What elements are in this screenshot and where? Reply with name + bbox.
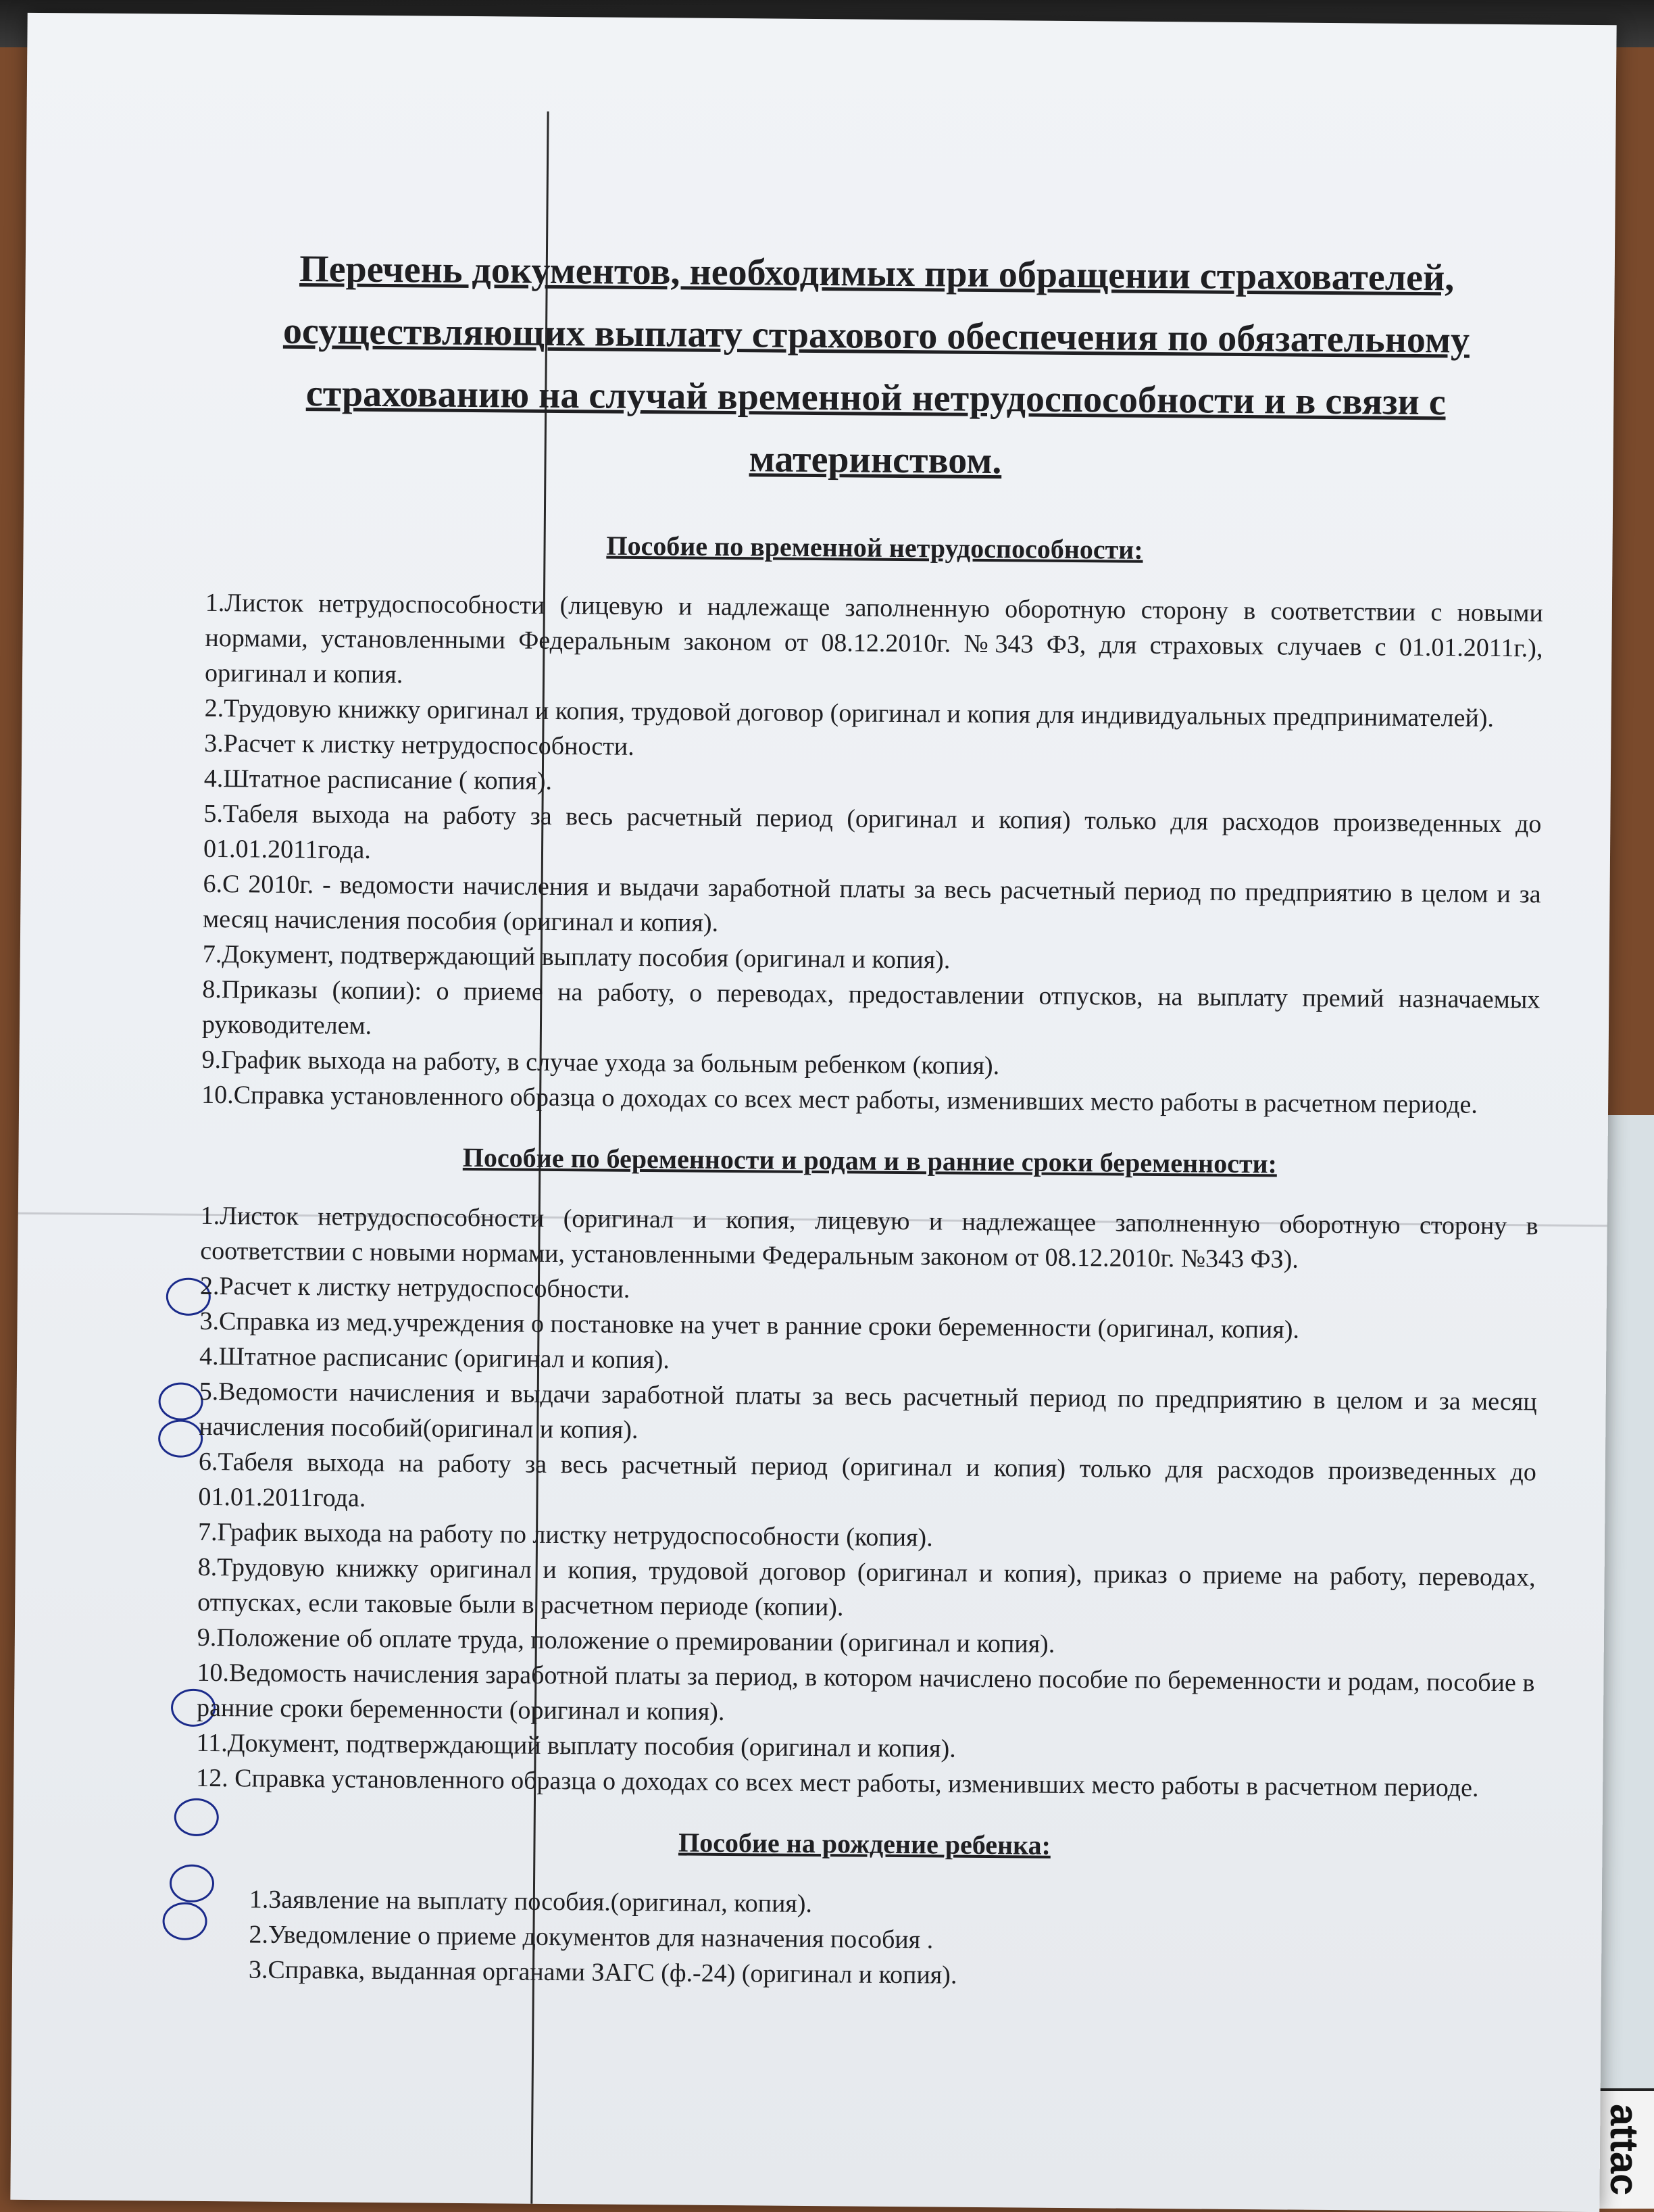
list-item: 10.Справка установленного образца о доходах со всех мест работы, изменивших место работы в расчетном периоде. (201, 1080, 1478, 1119)
section-list-birth (195, 1882, 1533, 1998)
list-item: 2.Трудовую книжку оригинал и копия, трудовой договор (оригинал и копия для индивидуальных предпринимателей). (204, 693, 1495, 733)
list-item: 7.График выхода на работу по листку нетрудоспособности (копия). (197, 1517, 933, 1552)
list-item: 4.Штатное расписанис (оригинал и копия). (199, 1342, 670, 1375)
list-item: 10.Ведомость начисления заработной платы за период, в котором начислено пособие по беременности и родам, пособие в ранние сроки беременности (оригинал и копия). (196, 1658, 1535, 1726)
list-item: 9.Положение об оплате труда, положение о премировании (оригинал и копия). (197, 1623, 1055, 1658)
list-item: 1.Листок нетрудоспособности (оригинал и копия, лицевую и надлежащее заполненную оборотную сторону в соответствии с новыми нормами, установленными Федеральным законом от 08.12.2010г. №343 ФЗ). (200, 1201, 1538, 1274)
document-content (195, 237, 1546, 1997)
document-title: Перечень документов, необходимых при обращении страхователей, осуществляющих выплату страхового обеспечения по обязательному страхованию на случай временной нетрудоспособности и в связи с материнством. (282, 247, 1470, 483)
list-item: 1.Заявление на выплату пособия.(оригинал, копия). (249, 1885, 813, 1919)
document-sheet (10, 13, 1616, 2212)
list-item: 8.Трудовую книжку оригинал и копия, трудовой договор (оригинал и копия), приказ о приеме на работу, переводах, отпусках, если таковые были в расчетном периоде (копии). (197, 1552, 1536, 1622)
list-item: 2.Уведомление о приеме документов для назначения пособия . (249, 1920, 934, 1955)
list-item: 4.Штатное расписание ( копия). (203, 764, 553, 795)
attach-tab-label: attac (1586, 2088, 1654, 2209)
list-item: 3.Расчет к листку нетрудоспособности. (204, 729, 634, 761)
list-item: 6.С 2010г. - ведомости начисления и выдачи заработной платы за весь расчетный период по предприятию в целом и за месяц начисления пособия (оригинал и копия). (203, 869, 1541, 937)
list-item: 8.Приказы (копии): о приеме на работу, о переводах, предоставлении отпусков, на выплату премий назначаемых руководителем. (201, 975, 1540, 1040)
pen-circle-mark (158, 1382, 203, 1421)
list-item: 2.Расчет к листку нетрудоспособности. (199, 1271, 630, 1304)
list-item: 6.Табеля выхода на работу за весь расчетный период (оригинал и копия) только для расходов произведенных до 01.01.2011года. (198, 1447, 1537, 1513)
list-item: 7.Документ, подтверждающий выплату пособия (оригинал и копия). (202, 939, 951, 975)
section-heading-sick-leave: Пособие по временной нетрудоспособности: (606, 530, 1143, 565)
section-heading-birth: Пособие на рождение ребенка: (678, 1827, 1051, 1861)
list-item: 9.График выхода на работу, в случае ухода за больным ребенком (копия). (201, 1045, 1000, 1081)
list-item: 5.Табеля выхода на работу за весь расчетный период (оригинал и копия) только для расходов произведенных до 01.01.2011года. (203, 799, 1542, 864)
section-heading-maternity: Пособие по беременности и родам и в ранние сроки беременности: (462, 1141, 1278, 1179)
list-item: 3.Справка из мед.учреждения о постановке на учет в ранние сроки беременности (оригинал, копия). (199, 1306, 1300, 1344)
list-item: 1.Листок нетрудоспособности (лицевую и надлежаще заполненную оборотную сторону в соответствии с новыми нормами, установленными Федеральным законом от 08.12.2010г. №343 ФЗ, для страховых случаев с 01.01.2011г.), оригинал и копия. (204, 588, 1543, 689)
section-list-sick-leave (201, 585, 1543, 1123)
list-item: 5.Ведомости начисления и выдачи заработной платы за весь расчетный период по предприятию в целом и за месяц начисления пособий(оригинал и копия). (199, 1377, 1537, 1444)
list-item: 11.Документ, подтверждающий выплату пособия (оригинал и копия). (196, 1728, 956, 1763)
section-list-maternity (196, 1198, 1538, 1807)
pen-circle-mark (158, 1419, 203, 1458)
list-item: 12. Справка установленного образца о доходах со всех мест работы, изменивших место работы в расчетном периоде. (196, 1763, 1479, 1802)
list-item: 3.Справка, выданная органами ЗАГС (ф.-24) (оригинал и копия). (248, 1955, 957, 1990)
